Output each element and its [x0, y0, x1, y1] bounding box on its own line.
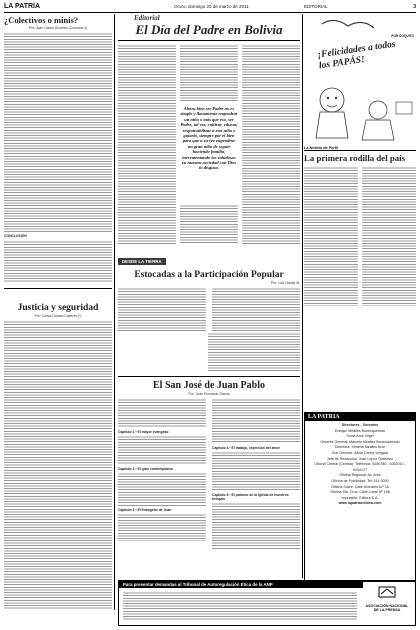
article-byline: Por: Juan Carlos Guzmán (Columna 1) [28, 26, 88, 30]
masthead-line: Jefe de Redacción: José López Gutiérrez [327, 456, 393, 461]
masthead-title: LA PATRIA [305, 413, 415, 421]
article-body [4, 32, 112, 232]
article-subhead: Capítulo 1.º El mayor evangelio [118, 430, 169, 434]
article-body [212, 502, 300, 550]
article-subhead: Capítulo 5.º El patrono de la Iglesia de nuestros tiempos [212, 493, 289, 501]
banner-body [123, 591, 357, 621]
article-title: El San José de Juan Pablo [153, 380, 265, 391]
column-divider [302, 14, 303, 578]
masthead-line: Oficina Regional: Av. Arce [339, 473, 381, 478]
profile-kicker: La Noticia de Perfil [304, 146, 416, 151]
article-body-continued [4, 240, 112, 282]
page-header [4, 3, 416, 13]
cartoon-signature: POR COQUITO [391, 34, 414, 38]
article-subhead: Capítulo 4.º El trabajo, expresión del amor [212, 446, 280, 450]
page-number: 3 [413, 4, 416, 10]
article-body [212, 398, 300, 444]
editorial-title: El Día del Padre en Bolivia [118, 22, 300, 41]
masthead-line: Impresión: Editora S.A. [341, 495, 379, 500]
san-jose-article [118, 376, 300, 565]
masthead-line: Gerente General: Marcelo Miralles Bonecquereau [320, 439, 400, 444]
cartoon-caption: ¡Felicidades a todos los PAPÁS! [316, 39, 397, 72]
editorial-body-col-3 [242, 44, 300, 244]
newspaper-logo: LA PATRIA [4, 3, 41, 10]
profile-body-col-1 [304, 166, 358, 306]
article-title: Justicia y seguridad [17, 303, 99, 313]
editorial-body-col-2a [180, 44, 238, 102]
article-body [118, 513, 206, 541]
masthead-line: www.lapatriaenlinea.com [338, 501, 382, 506]
anp-banner [118, 580, 416, 626]
masthead-line: Oficina Sta. Cruz: Calle Lunar Nº 198 [330, 490, 390, 495]
article-body [4, 320, 112, 610]
left-article-1 [4, 14, 112, 282]
banner-title: Para presentar demandas al Tribunal de Autoregulación Ética de la ANP [119, 581, 363, 588]
article-title: Estocadas a la Participación Popular [134, 270, 284, 280]
article-body [212, 451, 300, 491]
masthead-line: Directores - Gerentes [341, 423, 379, 427]
masthead-line: Sonia Arce Vogel [346, 434, 374, 439]
profile-body-col-2 [362, 166, 416, 306]
masthead-line: Oficina Central (Central): Teléfonos: 5250780 - 5252010 - 5254127 [314, 462, 406, 472]
issue-date: Oruro, domingo 20 de marzo de 2011 [174, 4, 249, 9]
masthead-line: Enrique Miralles Bonecquereau [334, 428, 386, 433]
cartoon-drawing [304, 14, 416, 142]
article-body [118, 398, 206, 428]
article-subhead: Capítulo 3.º El Evangelio de Juan [118, 508, 172, 512]
desde-la-tierra-continued [208, 332, 300, 372]
article-body-col-1 [118, 287, 206, 332]
masthead-line: Oficina de Publicidad: Tel: 511-0000 [331, 478, 389, 483]
editorial-pull-quote: Ahora bien ser Padre no es simple y llanamente engendrar un niño o más que eso, ser Padre, tal vez, cultivar, educar, responsabilizar a este niño y guiarlo, siempre por el bien para que a su vez engendrar un gran niño de seguir haciendo familia, incrementando los saludosos en nuestra sociedad con Dios lo disgusa. [180, 106, 238, 171]
cartoon-panel [304, 14, 416, 142]
section-bar: DESDE LA TIERRA [118, 258, 166, 265]
article-byline: Por: Carlos Dorado Cáceres (*) [34, 314, 82, 318]
masthead-line: Sub Gerente: Alicia Cortés Vergara [332, 450, 388, 455]
article-byline: Por: Juan Fernando García [188, 392, 230, 396]
masthead-box [304, 412, 416, 582]
left-article-2 [4, 288, 112, 611]
profile-title: La primera rodilla del país [304, 153, 406, 163]
article-body [118, 435, 206, 465]
article-title: ¿Colectivos o minis? [4, 15, 79, 25]
article-subhead: Capítulo 2.º El gran contemplativo [118, 467, 173, 471]
article-subhead: CONCLUSIÓN [4, 234, 27, 238]
section-name: EDITORIAL [304, 4, 328, 9]
article-body [118, 472, 206, 506]
masthead-line: Oficina Sucre: Calle Arenales N.º 18 [331, 484, 389, 489]
profile-article [304, 146, 416, 306]
article-body-col-2 [212, 287, 300, 332]
editorial-body-col-2b [180, 204, 238, 244]
masthead-details [305, 421, 415, 509]
column-divider [114, 14, 115, 610]
editorial-article [118, 14, 300, 246]
editorial-body-col-1 [118, 44, 176, 244]
anp-logo-icon [377, 585, 397, 599]
article-byline: Por: Luis Clavijo M. [270, 281, 300, 285]
masthead-line: Directora: Ximena Miralles Arce [334, 445, 386, 450]
anp-logo [363, 585, 411, 621]
anp-logo-text: ASOCIACIÓN NACIONAL DE LA PRENSA [365, 604, 409, 613]
editorial-kicker: Editorial [134, 14, 160, 22]
desde-la-tierra-article [118, 250, 300, 332]
